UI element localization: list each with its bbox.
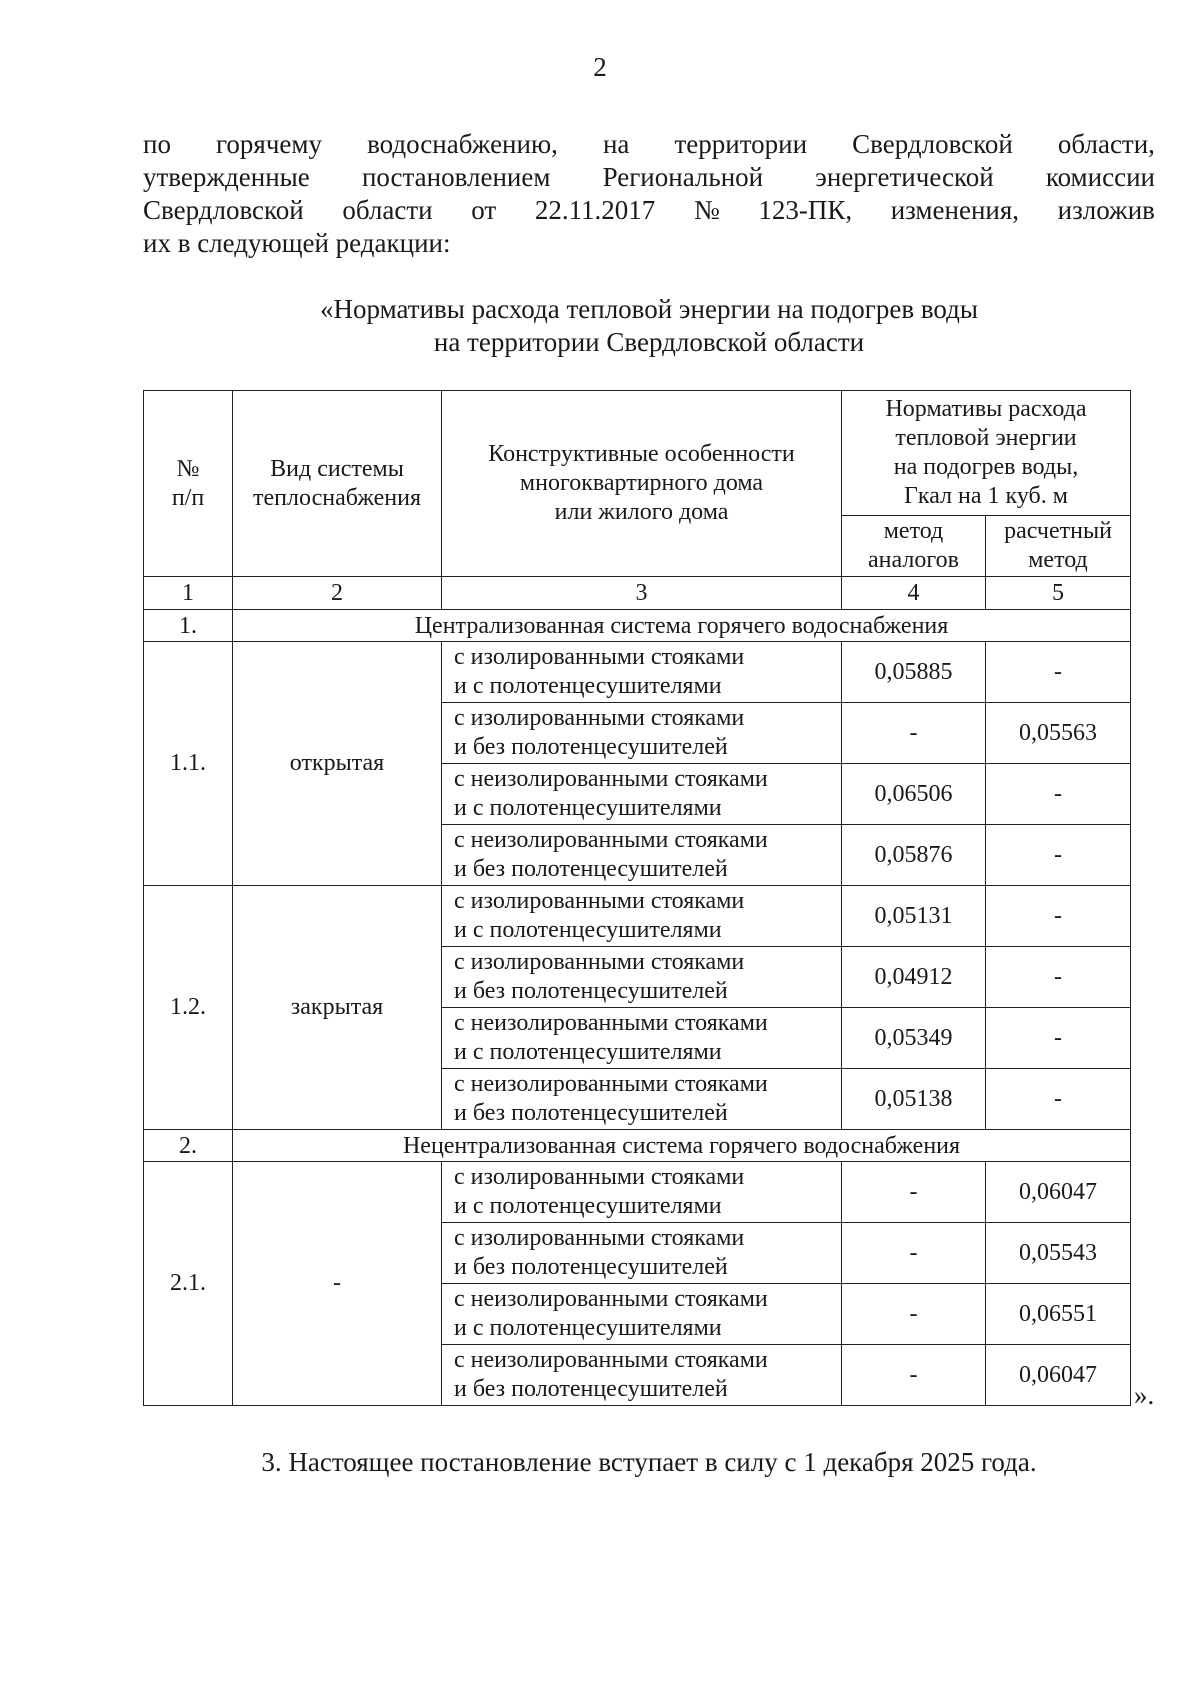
column-number: 4 — [842, 577, 986, 610]
section-row — [144, 610, 1131, 642]
intro-word: энергетической — [815, 162, 994, 192]
column-number: 5 — [986, 577, 1131, 610]
design-features: с изолированными стояками и с полотенцесушителями — [442, 1162, 842, 1223]
design-features: с неизолированными стояками и без полотенцесушителей — [442, 825, 842, 886]
calc-method-value: - — [986, 764, 1131, 825]
column-number: 3 — [442, 577, 842, 610]
norms-table — [143, 390, 1131, 1406]
closing-quote: ». — [1134, 1380, 1155, 1410]
design-features: с изолированными стояками и с полотенцесушителями — [442, 642, 842, 703]
column-number-row — [144, 577, 1131, 610]
group-number: 1.2. — [144, 886, 233, 1130]
intro-word: по — [143, 129, 171, 159]
table-row — [144, 642, 1131, 703]
section-title: Централизованная система горячего водоснабжения — [233, 610, 1131, 642]
calc-method-value: - — [986, 1069, 1131, 1130]
header-features: Конструктивные особенности многоквартирного дома или жилого дома — [442, 391, 842, 577]
intro-word: на — [602, 129, 630, 159]
intro-word: изложив — [1057, 195, 1155, 225]
header-system: Вид системы теплоснабжения — [233, 391, 442, 577]
calc-method-value: - — [986, 886, 1131, 947]
header-analog-method: метод аналогов — [842, 516, 986, 577]
design-features: с неизолированными стояками и с полотенцесушителями — [442, 1284, 842, 1345]
calc-method-value: - — [986, 825, 1131, 886]
table-row — [144, 1162, 1131, 1223]
analog-method-value: - — [842, 1223, 986, 1284]
design-features: с изолированными стояками и без полотенцесушителей — [442, 1223, 842, 1284]
section-number: 1. — [144, 610, 233, 642]
intro-word: области — [342, 195, 433, 225]
table-row — [144, 886, 1131, 947]
header-num: № п/п — [144, 391, 233, 577]
header-calc-method: расчетный метод — [986, 516, 1131, 577]
intro-paragraph — [143, 128, 1155, 260]
heating-system-type: открытая — [233, 642, 442, 886]
analog-method-value: 0,05349 — [842, 1008, 986, 1069]
analog-method-value: 0,05131 — [842, 886, 986, 947]
analog-method-value: - — [842, 1345, 986, 1406]
clause-3: 3. Настоящее постановление вступает в силу с 1 декабря 2025 года. — [261, 1447, 1037, 1477]
table-header-row — [144, 391, 1131, 516]
header-norms: Нормативы расхода тепловой энергии на подогрев воды, Гкал на 1 куб. м — [842, 391, 1131, 516]
design-features: с изолированными стояками и без полотенцесушителей — [442, 947, 842, 1008]
design-features: с неизолированными стояками и с полотенцесушителями — [442, 1008, 842, 1069]
intro-line — [143, 128, 1155, 161]
section-number: 2. — [144, 1130, 233, 1162]
design-features: с неизолированными стояками и без полотенцесушителей — [442, 1069, 842, 1130]
intro-word: 123-ПК, — [758, 195, 853, 225]
analog-method-value: 0,05876 — [842, 825, 986, 886]
group-number: 1.1. — [144, 642, 233, 886]
intro-word: комиссии — [1045, 162, 1155, 192]
design-features: с неизолированными стояками и с полотенцесушителями — [442, 764, 842, 825]
analog-method-value: 0,06506 — [842, 764, 986, 825]
table-title-line-2: на территории Свердловской области — [433, 327, 865, 357]
analog-method-value: - — [842, 1284, 986, 1345]
calc-method-value: - — [986, 642, 1131, 703]
calc-method-value: 0,06047 — [986, 1162, 1131, 1223]
analog-method-value: 0,04912 — [842, 947, 986, 1008]
intro-word: горячему — [216, 129, 323, 159]
heating-system-type: - — [233, 1162, 442, 1406]
intro-word: от — [471, 195, 497, 225]
page-number: 2 — [593, 52, 607, 82]
calc-method-value: 0,06047 — [986, 1345, 1131, 1406]
analog-method-value: 0,05138 — [842, 1069, 986, 1130]
analog-method-value: - — [842, 703, 986, 764]
calc-method-value: 0,06551 — [986, 1284, 1131, 1345]
intro-line — [143, 161, 1155, 194]
calc-method-value: - — [986, 947, 1131, 1008]
intro-word: постановлением — [361, 162, 551, 192]
column-number: 1 — [144, 577, 233, 610]
section-row — [144, 1130, 1131, 1162]
intro-word: № — [693, 195, 720, 225]
design-features: с изолированными стояками и без полотенцесушителей — [442, 703, 842, 764]
design-features: с неизолированными стояками и без полотенцесушителей — [442, 1345, 842, 1406]
analog-method-value: 0,05885 — [842, 642, 986, 703]
section-title: Нецентрализованная система горячего водоснабжения — [233, 1130, 1131, 1162]
intro-word: Свердловской — [143, 195, 304, 225]
calc-method-value: 0,05543 — [986, 1223, 1131, 1284]
analog-method-value: - — [842, 1162, 986, 1223]
calc-method-value: - — [986, 1008, 1131, 1069]
column-number: 2 — [233, 577, 442, 610]
intro-line — [143, 194, 1155, 227]
table-title-line-1: «Нормативы расхода тепловой энергии на подогрев воды — [320, 294, 978, 324]
table-title — [143, 293, 1155, 359]
intro-last-line: их в следующей редакции: — [143, 228, 451, 258]
intro-word: Свердловской — [852, 129, 1013, 159]
heating-system-type: закрытая — [233, 886, 442, 1130]
intro-word: водоснабжению, — [367, 129, 558, 159]
intro-word: 22.11.2017 — [534, 195, 656, 225]
intro-word: изменения, — [890, 195, 1020, 225]
intro-word: утвержденные — [143, 162, 310, 192]
group-number: 2.1. — [144, 1162, 233, 1406]
intro-word: области, — [1057, 129, 1155, 159]
intro-word: территории — [674, 129, 808, 159]
norms-table-body — [144, 391, 1131, 1406]
design-features: с изолированными стояками и с полотенцесушителями — [442, 886, 842, 947]
calc-method-value: 0,05563 — [986, 703, 1131, 764]
intro-word: Региональной — [602, 162, 764, 192]
